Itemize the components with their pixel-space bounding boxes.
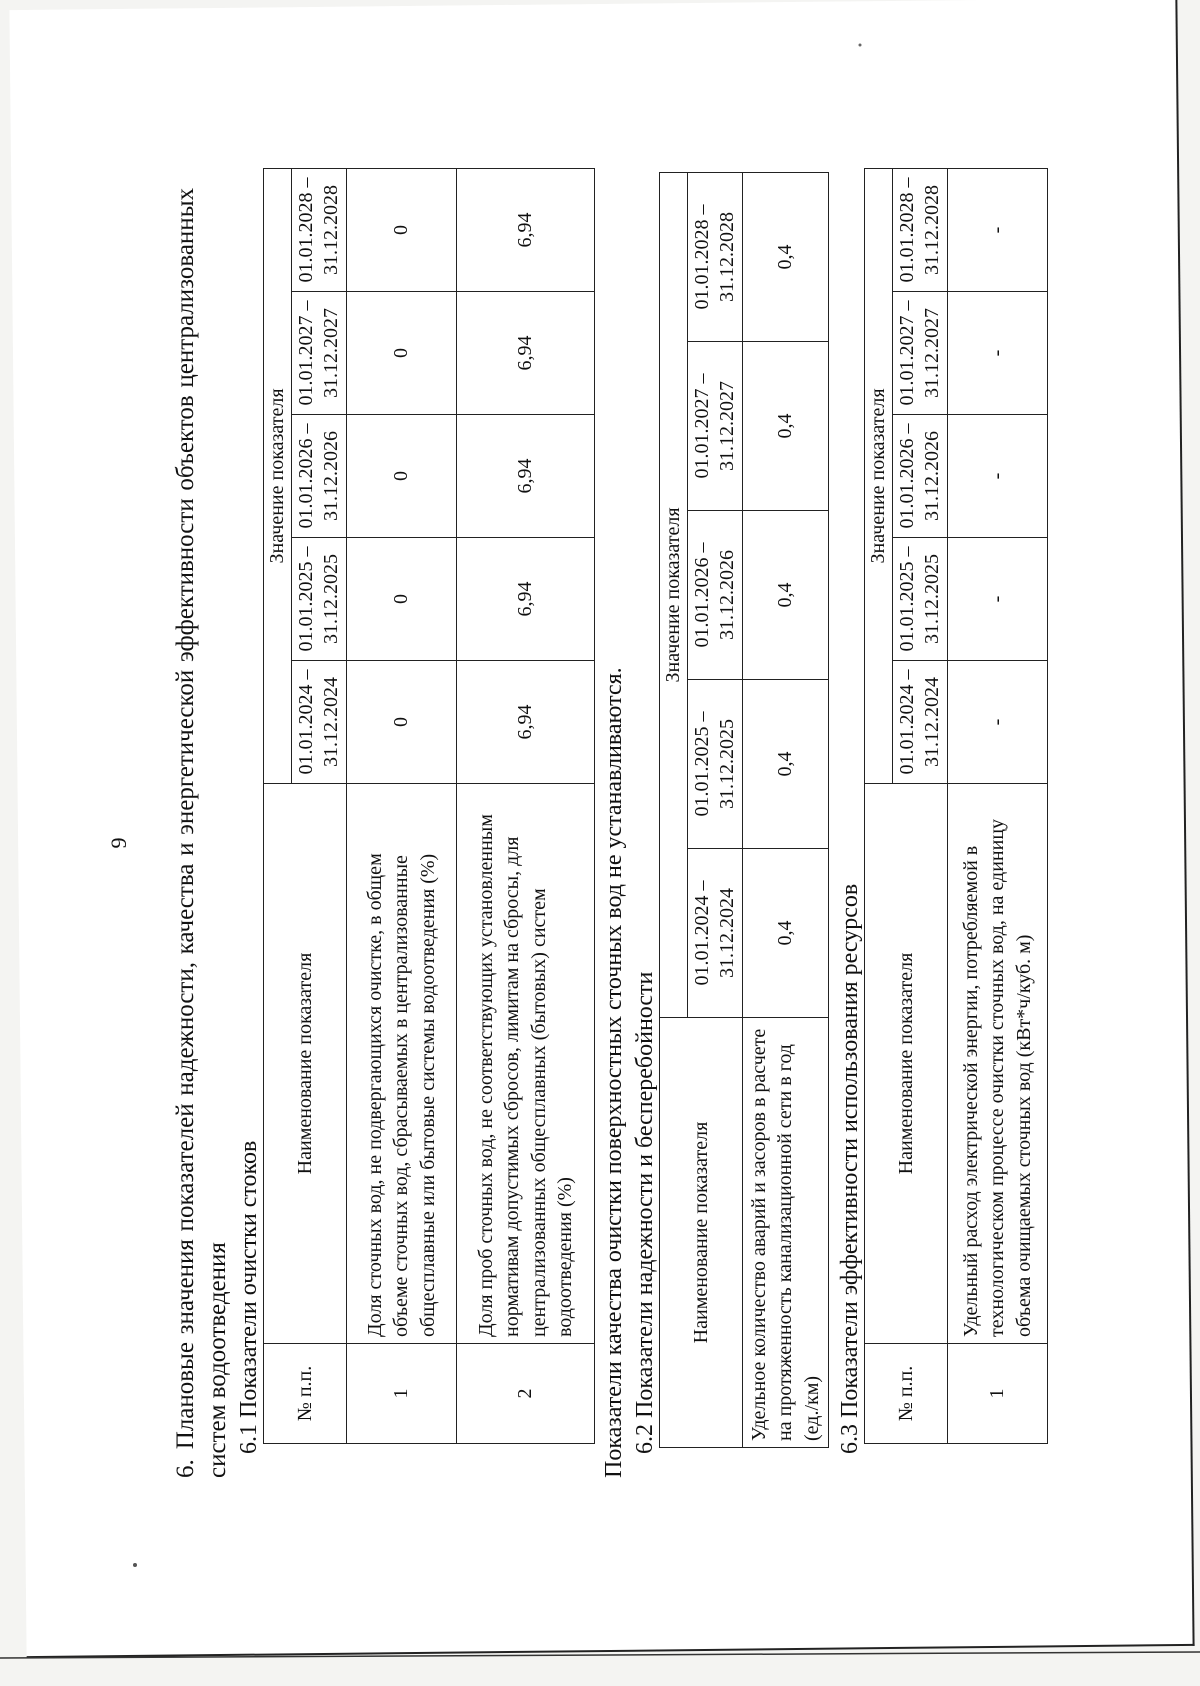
- row-num: 1: [347, 1344, 457, 1444]
- rotated-document: [60, 58, 1140, 1628]
- row-value: 0: [347, 292, 457, 415]
- header-period: 01.01.2027 – 31.12.2027: [893, 292, 948, 415]
- row-value: -: [948, 538, 1048, 661]
- row-value: 0: [347, 661, 457, 784]
- row-num: 2: [457, 1344, 595, 1444]
- header-num: № п.п.: [264, 1344, 347, 1444]
- header-name: Наименование показателя: [264, 784, 347, 1344]
- section-heading-text: Плановые значения показателей надежности, качества и энергетической эффективности объектов централизованных систем водоотведения: [172, 188, 231, 1478]
- header-name: Наименование показателя: [660, 1018, 743, 1448]
- header-period: 01.01.2026 – 31.12.2026: [893, 415, 948, 538]
- row-value: 0,4: [743, 849, 829, 1018]
- header-period: 01.01.2025 – 31.12.2025: [893, 538, 948, 661]
- header-period: 01.01.2028 – 31.12.2028: [893, 168, 948, 291]
- row-value: -: [948, 168, 1048, 291]
- row-value: 0,4: [743, 342, 829, 511]
- row-value: 6,94: [457, 168, 595, 291]
- subsection-6-3-title: 6.3 Показатели эффективности использования ресурсов: [837, 883, 863, 1454]
- table-row: [347, 168, 457, 1443]
- row-value: 6,94: [457, 415, 595, 538]
- header-num: № п.п.: [865, 1344, 948, 1444]
- row-value: 6,94: [457, 292, 595, 415]
- surface-water-note: Показатели качества очистки поверхностных сточных вод не устанавливаются.: [601, 667, 627, 1478]
- header-values-group: Значение показателя: [264, 168, 292, 783]
- row-name: Доля проб сточных вод, не соответствующих установленным нормативам допустимых сбросов, лимитам на сбросы, для централизованных общесплавных (бытовых) систем водоотведения (%): [457, 784, 595, 1344]
- header-name: Наименование показателя: [865, 784, 948, 1344]
- row-value: -: [948, 661, 1048, 784]
- table-row: [743, 172, 829, 1447]
- row-value: 0,4: [743, 680, 829, 849]
- row-name: Доля сточных вод, не подвергающихся очистке, в общем объеме сточных вод, сбрасываемых в централизованные общесплавные или бытовые системы водоотведения (%): [347, 784, 457, 1344]
- row-value: 6,94: [457, 661, 595, 784]
- reliability-block: [659, 188, 829, 1478]
- header-period: 01.01.2024 – 31.12.2024: [292, 661, 347, 784]
- row-value: -: [948, 292, 1048, 415]
- section-heading: [170, 188, 234, 1478]
- header-period: 01.01.2025 – 31.12.2025: [688, 680, 743, 849]
- row-value: 0: [347, 415, 457, 538]
- document-body: [170, 177, 1048, 1478]
- table-resource-efficiency: [864, 168, 1048, 1444]
- header-period: 01.01.2024 – 31.12.2024: [893, 661, 948, 784]
- header-period: 01.01.2028 – 31.12.2028: [292, 168, 347, 291]
- header-values-group: Значение показателя: [865, 168, 893, 783]
- section-number: 6.: [172, 1459, 199, 1478]
- row-value: 0: [347, 538, 457, 661]
- header-period: 01.01.2028 – 31.12.2028: [688, 172, 743, 341]
- row-value: 6,94: [457, 538, 595, 661]
- row-name: Удельный расход электрической энергии, потребляемой в технологическом процессе очистки сточных вод, на единицу объема очищаемых сточных вод (кВт*ч/куб. м): [948, 784, 1048, 1344]
- row-value: 0,4: [743, 172, 829, 341]
- header-period: 01.01.2025 – 31.12.2025: [292, 538, 347, 661]
- row-num: 1: [948, 1344, 1048, 1444]
- row-name: Удельное количество аварий и засоров в расчете на протяженность канализационной сети в год (ед./км): [743, 1018, 829, 1448]
- table-row: [457, 168, 595, 1443]
- header-period: 01.01.2026 – 31.12.2026: [688, 511, 743, 680]
- table-row: [948, 168, 1048, 1443]
- header-period: 01.01.2027 – 31.12.2027: [688, 342, 743, 511]
- header-period: 01.01.2024 – 31.12.2024: [688, 849, 743, 1018]
- page-number: 9: [106, 837, 131, 849]
- header-period: 01.01.2027 – 31.12.2027: [292, 292, 347, 415]
- table-cleaning-indicators: [263, 168, 595, 1444]
- header-period: 01.01.2026 – 31.12.2026: [292, 415, 347, 538]
- header-values-group: Значение показателя: [660, 172, 688, 1017]
- table-reliability-indicators: [659, 172, 829, 1448]
- subsection-6-2-title: 6.2 Показатели надежности и бесперебойности: [632, 971, 658, 1454]
- row-value: 0,4: [743, 511, 829, 680]
- row-value: -: [948, 415, 1048, 538]
- subsection-6-1-title: 6.1 Показатели очистки стоков: [236, 1140, 262, 1454]
- row-value: 0: [347, 168, 457, 291]
